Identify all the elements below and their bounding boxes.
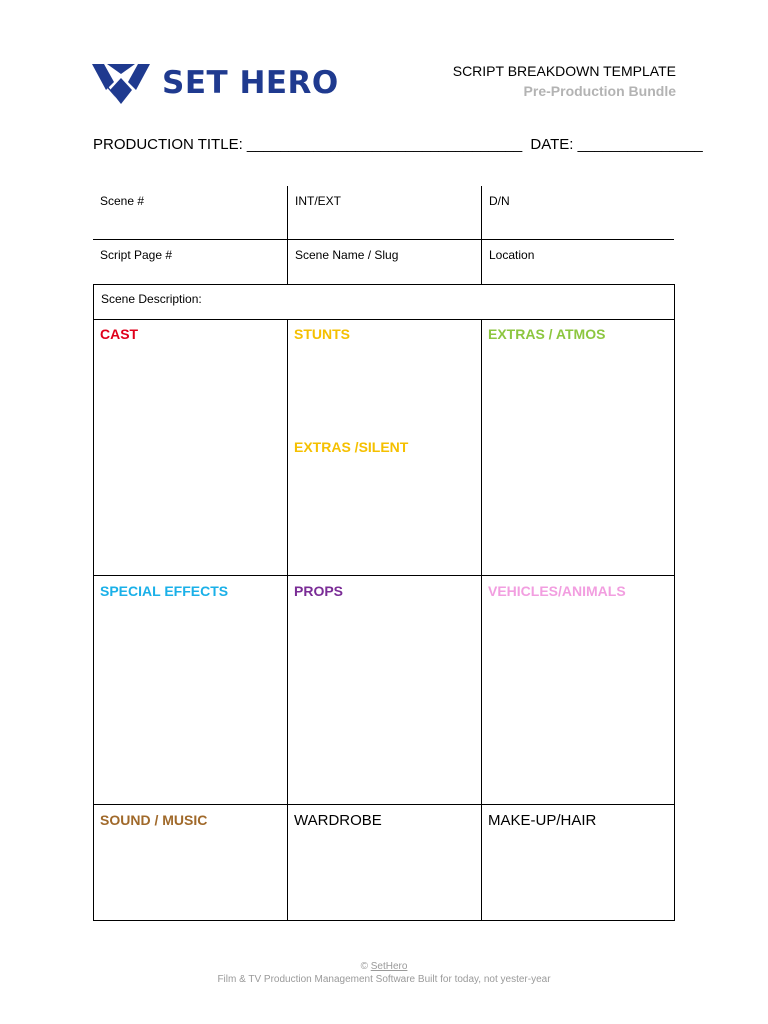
- info-row-1: [93, 186, 674, 240]
- cast-section[interactable]: CAST: [100, 326, 139, 342]
- scene-number-field[interactable]: [93, 186, 287, 239]
- sethero-link[interactable]: SetHero: [370, 961, 408, 972]
- scene-number-label: Scene #: [100, 194, 145, 208]
- production-line: [93, 136, 703, 153]
- date-field[interactable]: _______________: [577, 136, 703, 153]
- breakdown-grid: [93, 319, 675, 921]
- footer-copyright: [0, 961, 768, 972]
- sound-music-section[interactable]: SOUND / MUSIC: [100, 812, 208, 828]
- document-title: SCRIPT BREAKDOWN TEMPLATE: [452, 63, 676, 79]
- sethero-logo-icon: [92, 62, 150, 104]
- brand-name: SET HERO: [162, 65, 339, 101]
- info-row-2: [93, 240, 674, 284]
- grid-divider: [287, 319, 288, 920]
- script-page-label: Script Page #: [100, 248, 173, 262]
- date-label: DATE:: [530, 136, 574, 153]
- makeup-hair-section[interactable]: MAKE-UP/HAIR: [488, 812, 597, 829]
- scene-name-label: Scene Name / Slug: [295, 248, 399, 262]
- scene-description-label: Scene Description:: [101, 292, 202, 306]
- stunts-section[interactable]: STUNTS: [294, 326, 350, 342]
- production-title-label: PRODUCTION TITLE:: [93, 136, 243, 153]
- scene-name-field[interactable]: [287, 240, 481, 284]
- wardrobe-section[interactable]: WARDROBE: [294, 812, 382, 829]
- day-night-label: D/N: [489, 194, 510, 208]
- location-field[interactable]: [481, 240, 674, 284]
- grid-divider: [481, 319, 482, 920]
- props-section[interactable]: PROPS: [294, 583, 344, 599]
- int-ext-label: INT/EXT: [295, 194, 342, 208]
- document-subtitle: Pre-Production Bundle: [523, 83, 676, 99]
- extras-silent-section[interactable]: EXTRAS /SILENT: [294, 439, 409, 455]
- script-page-field[interactable]: [93, 240, 287, 284]
- day-night-field[interactable]: [481, 186, 674, 239]
- footer-tagline: Film & TV Production Management Software Built for today, not yester-year: [217, 974, 551, 985]
- page-header: [92, 60, 676, 110]
- brand-logo: [92, 62, 339, 104]
- scene-description-field[interactable]: [93, 284, 675, 320]
- special-effects-section[interactable]: SPECIAL EFFECTS: [100, 583, 229, 599]
- production-title-field[interactable]: _________________________________: [246, 136, 523, 153]
- vehicles-animals-section[interactable]: VEHICLES/ANIMALS: [488, 583, 626, 599]
- copyright-symbol: ©: [360, 961, 368, 972]
- location-label: Location: [489, 248, 535, 262]
- int-ext-field[interactable]: [287, 186, 481, 239]
- extras-atmos-section[interactable]: EXTRAS / ATMOS: [488, 326, 606, 342]
